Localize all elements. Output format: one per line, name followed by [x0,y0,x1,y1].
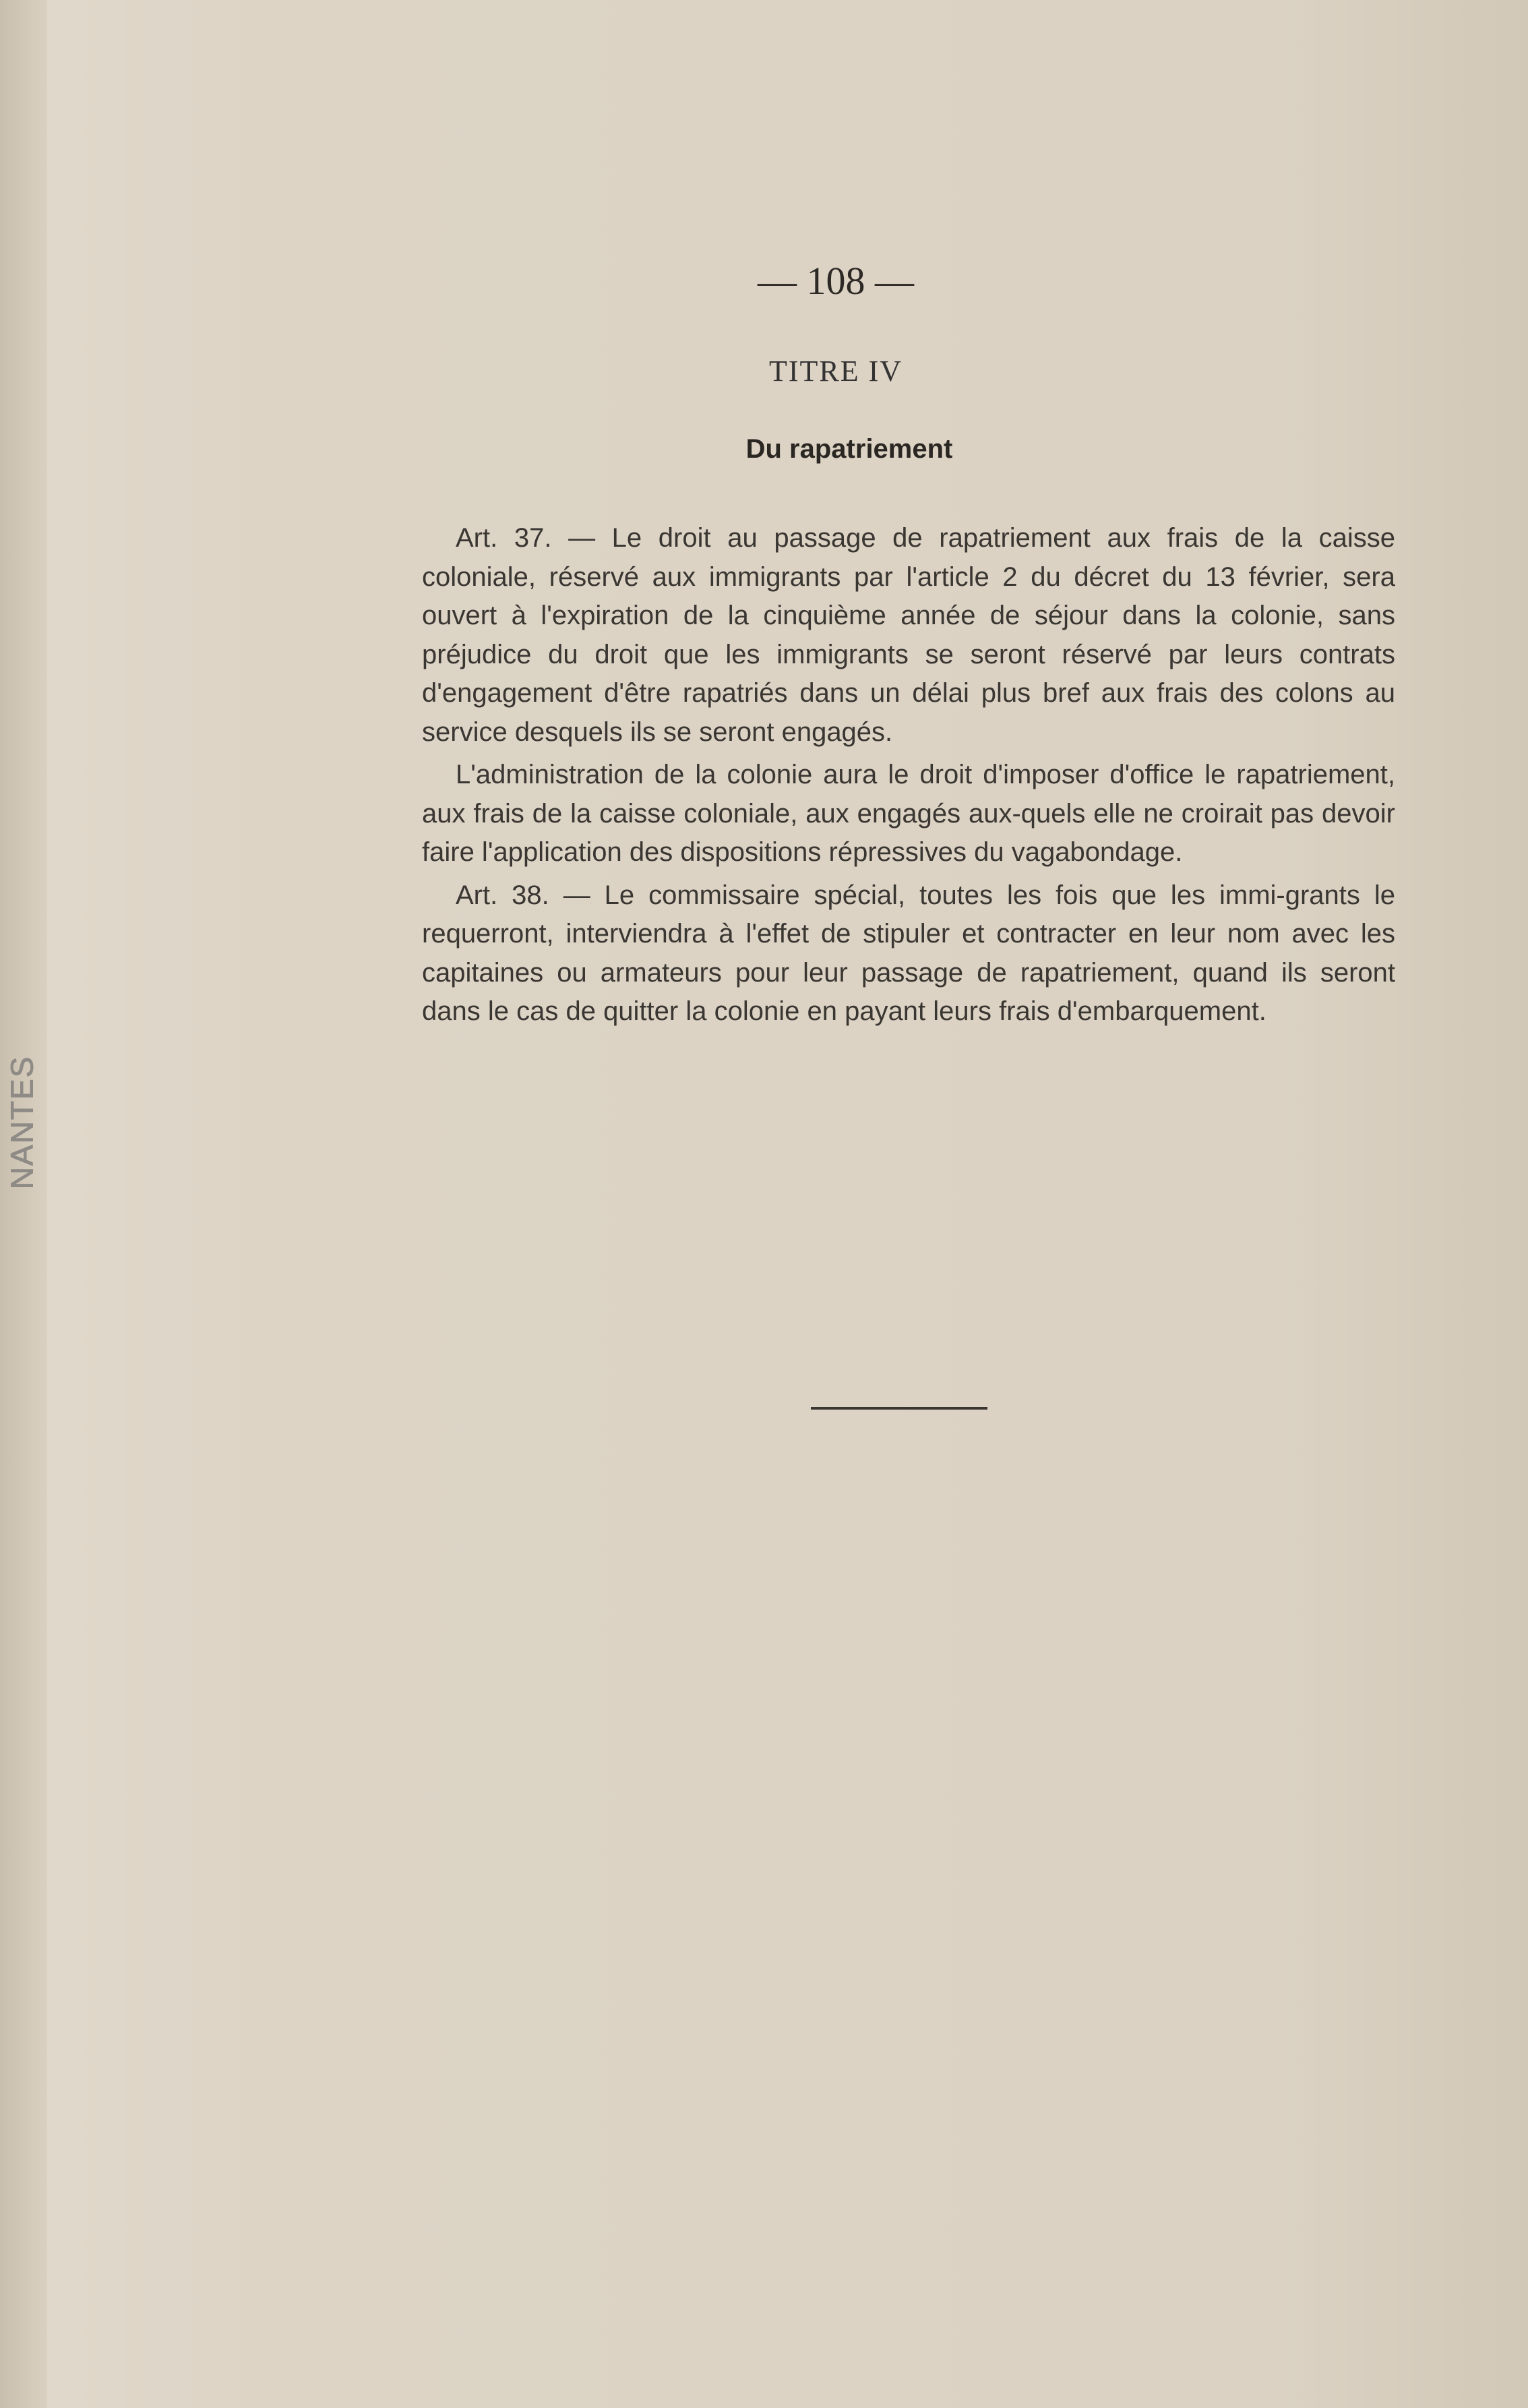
library-stamp [3,1052,40,1193]
binding-edge [0,0,47,2408]
page-number: — 108 — [758,259,914,303]
paragraph-administration: L'administration de la colonie aura le droit d'imposer d'office le rapatriement, aux frais de la caisse coloniale, aux engagés aux-quels elle ne croirait pas devoir faire l'application des dispositions répressives du vagabondage. [422,760,1395,867]
section-title: TITRE IV [768,355,903,388]
paragraph-article-37: Art. 37. — Le droit au passage de rapatriement aux frais de la caisse coloniale, réservé aux immigrants par l'article 2 du décret du 13 février, sera ouvert à l'expiration de la cinquième année de séjour dans la colonie, sans préjudice du droit que les immigrants se seront réservé par leurs contrats d'engagement d'être rapatriés dans un délai plus bref aux frais des colons au service desquels ils se seront engagés. [422,523,1395,747]
body-text [422,519,1395,1031]
stamp-text: NANTES [4,1055,39,1190]
section-subtitle: Du rapatriement [745,434,953,464]
closing-rule [811,1407,987,1410]
paragraph-article-38: Art. 38. — Le commissaire spécial, toutes les fois que les immi-grants le requerront, interviendra à l'effet de stipuler et contracter en leur nom avec les capitaines ou armateurs pour leur passage de rapatriement, quand ils seront dans le cas de quitter la colonie en payant leurs frais d'embarquement. [422,880,1395,1026]
